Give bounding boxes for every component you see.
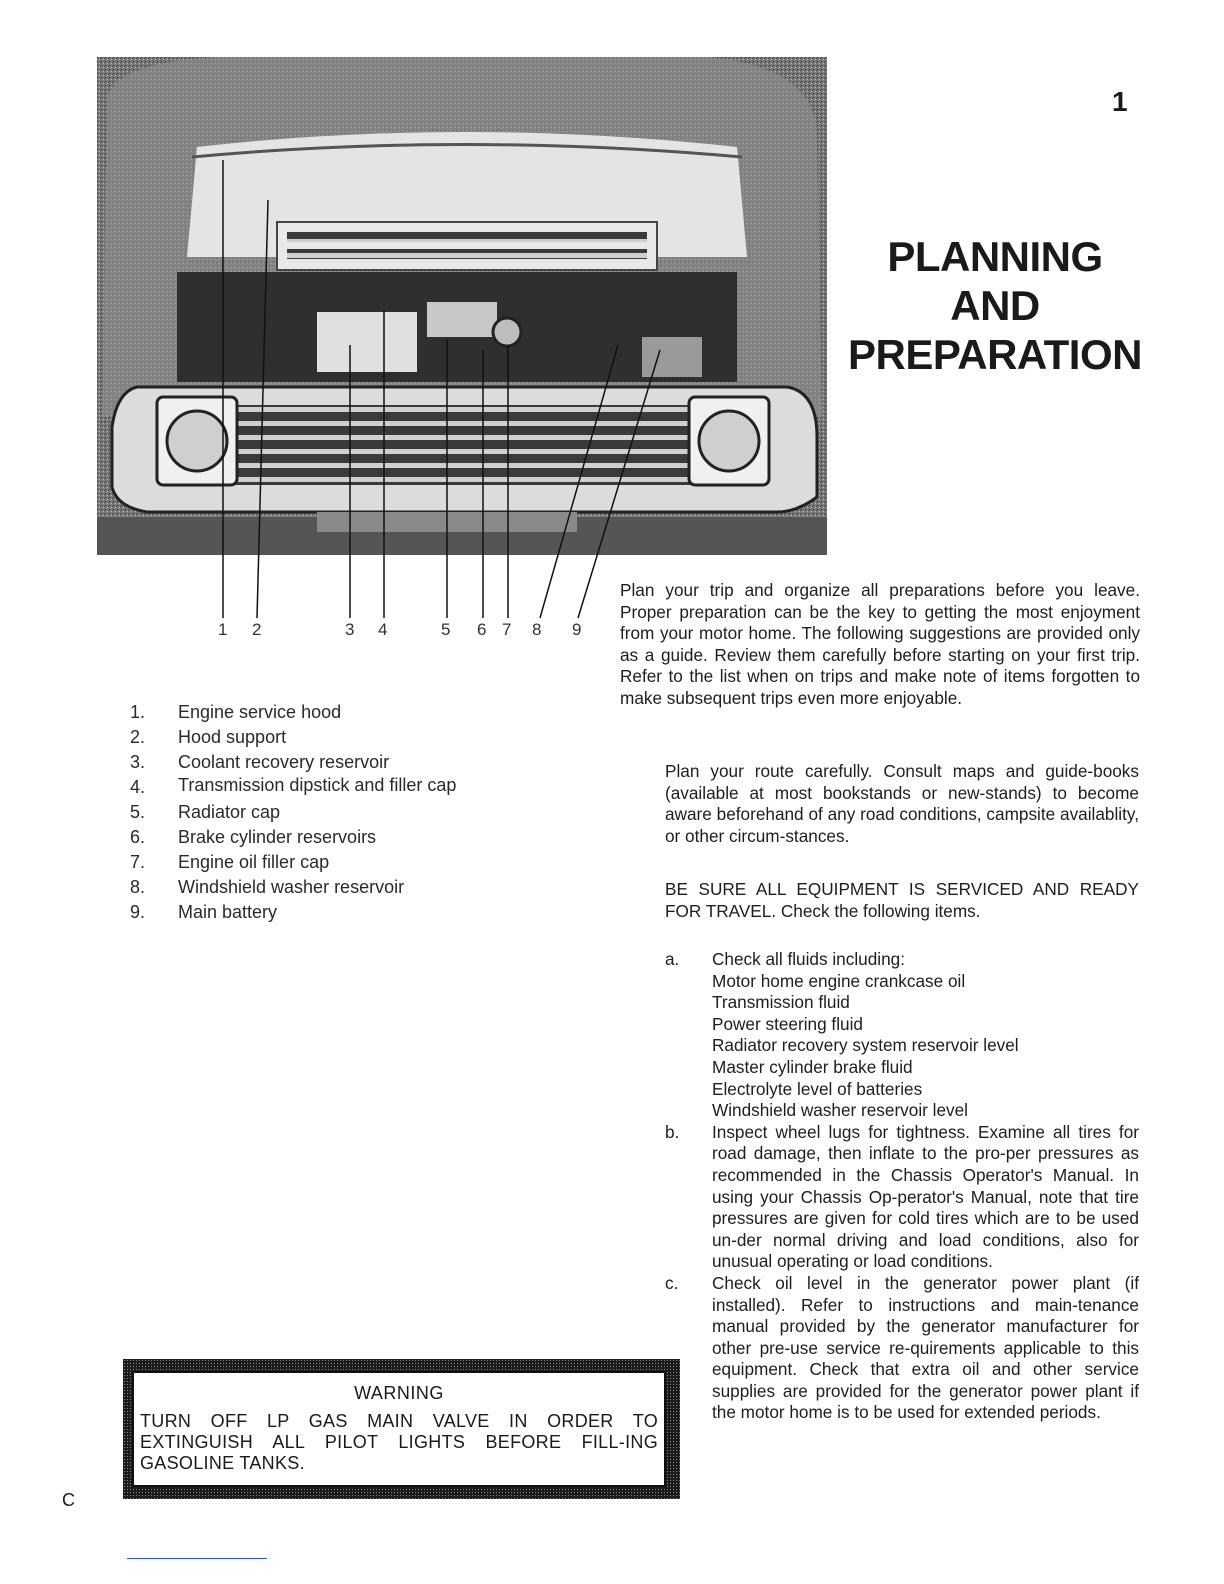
callout-4: 4 [378, 620, 388, 639]
fluid-item: Windshield washer reservoir level [712, 1100, 968, 1121]
page-corner-mark: C [62, 1490, 75, 1510]
chapter-title-line-2: AND [950, 282, 1040, 329]
callout-2: 2 [252, 620, 262, 639]
footer-rule [127, 1558, 267, 1559]
legend-item: 6. Brake cylinder reservoirs [130, 827, 377, 847]
fluid-item: Motor home engine crankcase oil [712, 970, 966, 991]
warning-panel [132, 1371, 666, 1487]
legend-item: 8. Windshield washer reservoir [130, 877, 405, 897]
callout-7: 7 [502, 620, 512, 639]
check-c-text: Check oil level in the generator power plant (if installed). Refer to instructions and main-tenance manual provided by the generator manufacturer for other pre-use service re-quirements applicable to this equipment. Check that extra oil and other service supplies are provided for the generator power plant if the motor home is to be used for extended periods. [712, 1272, 1139, 1423]
warning-box [123, 1359, 680, 1499]
check-a-lead: Check all fluids including: [712, 949, 905, 969]
fluid-item: Radiator recovery system reservoir level [712, 1035, 1019, 1056]
intro-paragraph: Plan your trip and organize all preparations before you leave. Proper preparation can be the key to getting the most enjoyment from your motor home. The following suggestions are provided only as a guide. Review them carefully before starting on your first trip. Refer to the list when on trips and make note of items forgotten to make subsequent trips even more enjoyable. [620, 580, 1140, 708]
callout-9: 9 [572, 620, 582, 639]
legend-item: 5. Radiator cap [130, 802, 281, 822]
legend-item: 1. Engine service hood [130, 702, 342, 722]
fluid-item: Power steering fluid [712, 1013, 863, 1034]
check-item-b: b. Inspect wheel lugs for tightness. Examine all tires for road damage, then inflate to the pro-per pressures as recommended in the Chassis Operator's Manual. In using your Chassis Op-perator's Manual, note that tire pressures are given for cold tires which are to be used un-der normal driving and load conditions, also for unusual operating or load conditions. [665, 1121, 1139, 1272]
callout-6: 6 [477, 620, 487, 639]
legend-item: 3. Coolant recovery reservoir [130, 752, 390, 772]
warning-title: WARNING [354, 1383, 444, 1403]
chapter-number: 1 [1112, 86, 1128, 117]
chapter-title-line-3: PREPARATION [848, 331, 1142, 378]
figure-legend [130, 700, 460, 925]
check-b-text: Inspect wheel lugs for tightness. Examine all tires for road damage, then inflate to the pro-per pressures as recommended in the Chassis Operator's Manual. In using your Chassis Op-perator's Manual, note that tire pressures are given for cold tires which are to be used un-der normal driving and load conditions, also for unusual operating or load conditions. [712, 1121, 1139, 1272]
route-paragraph: Plan your route carefully. Consult maps and guide-books (available at most bookstands or new-stands) to become aware beforehand of any road conditions, campsite availablity, or other circum-stances. [665, 761, 1139, 846]
callout-5: 5 [441, 620, 451, 639]
legend-item: 7. Engine oil filler cap [130, 852, 330, 872]
chapter-title-line-1: PLANNING [887, 233, 1103, 280]
callout-8: 8 [532, 620, 542, 639]
engine-bay-photo [97, 57, 827, 555]
fluid-item: Electrolyte level of batteries [712, 1078, 923, 1099]
callout-1: 1 [218, 620, 228, 639]
check-item-a: a. Check all fluids including: Motor home engine crankcase oil Transmission fluid Power steering fluid Radiator recovery system reservoir level Master cylinder brake fluid Electrolyte level of batteries Windshield washer reservoir level [665, 949, 1139, 1122]
check-item-c: c. Check oil level in the generator power plant (if installed). Refer to instructions and main-tenance manual provided by the generator manufacturer for other pre-use service re-quirements applicable to this equipment. Check that extra oil and other service supplies are provided for the generator power plant if the motor home is to be used for extended periods. [665, 1272, 1139, 1423]
equipment-lead: Check the following items. [780, 900, 981, 921]
legend-item: 9. Main battery [130, 902, 278, 922]
fluid-item: Master cylinder brake fluid [712, 1056, 913, 1077]
legend-item: 4. Transmission dipstick and filler cap [130, 775, 457, 797]
equipment-paragraph [665, 879, 1139, 922]
fluid-item: Transmission fluid [712, 992, 850, 1013]
legend-item: 2. Hood support [130, 727, 287, 747]
warning-text: TURN OFF LP GAS MAIN VALVE IN ORDER TO EXTINGUISH ALL PILOT LIGHTS BEFORE FILL-ING GASOLINE TANKS. [140, 1411, 658, 1473]
check-list [665, 949, 1139, 1424]
chapter-title [840, 232, 1150, 379]
callout-3: 3 [345, 620, 355, 639]
equipment-heading: BE SURE ALL EQUIPMENT IS SERVICED AND READY FOR TRAVEL. [665, 879, 1139, 921]
